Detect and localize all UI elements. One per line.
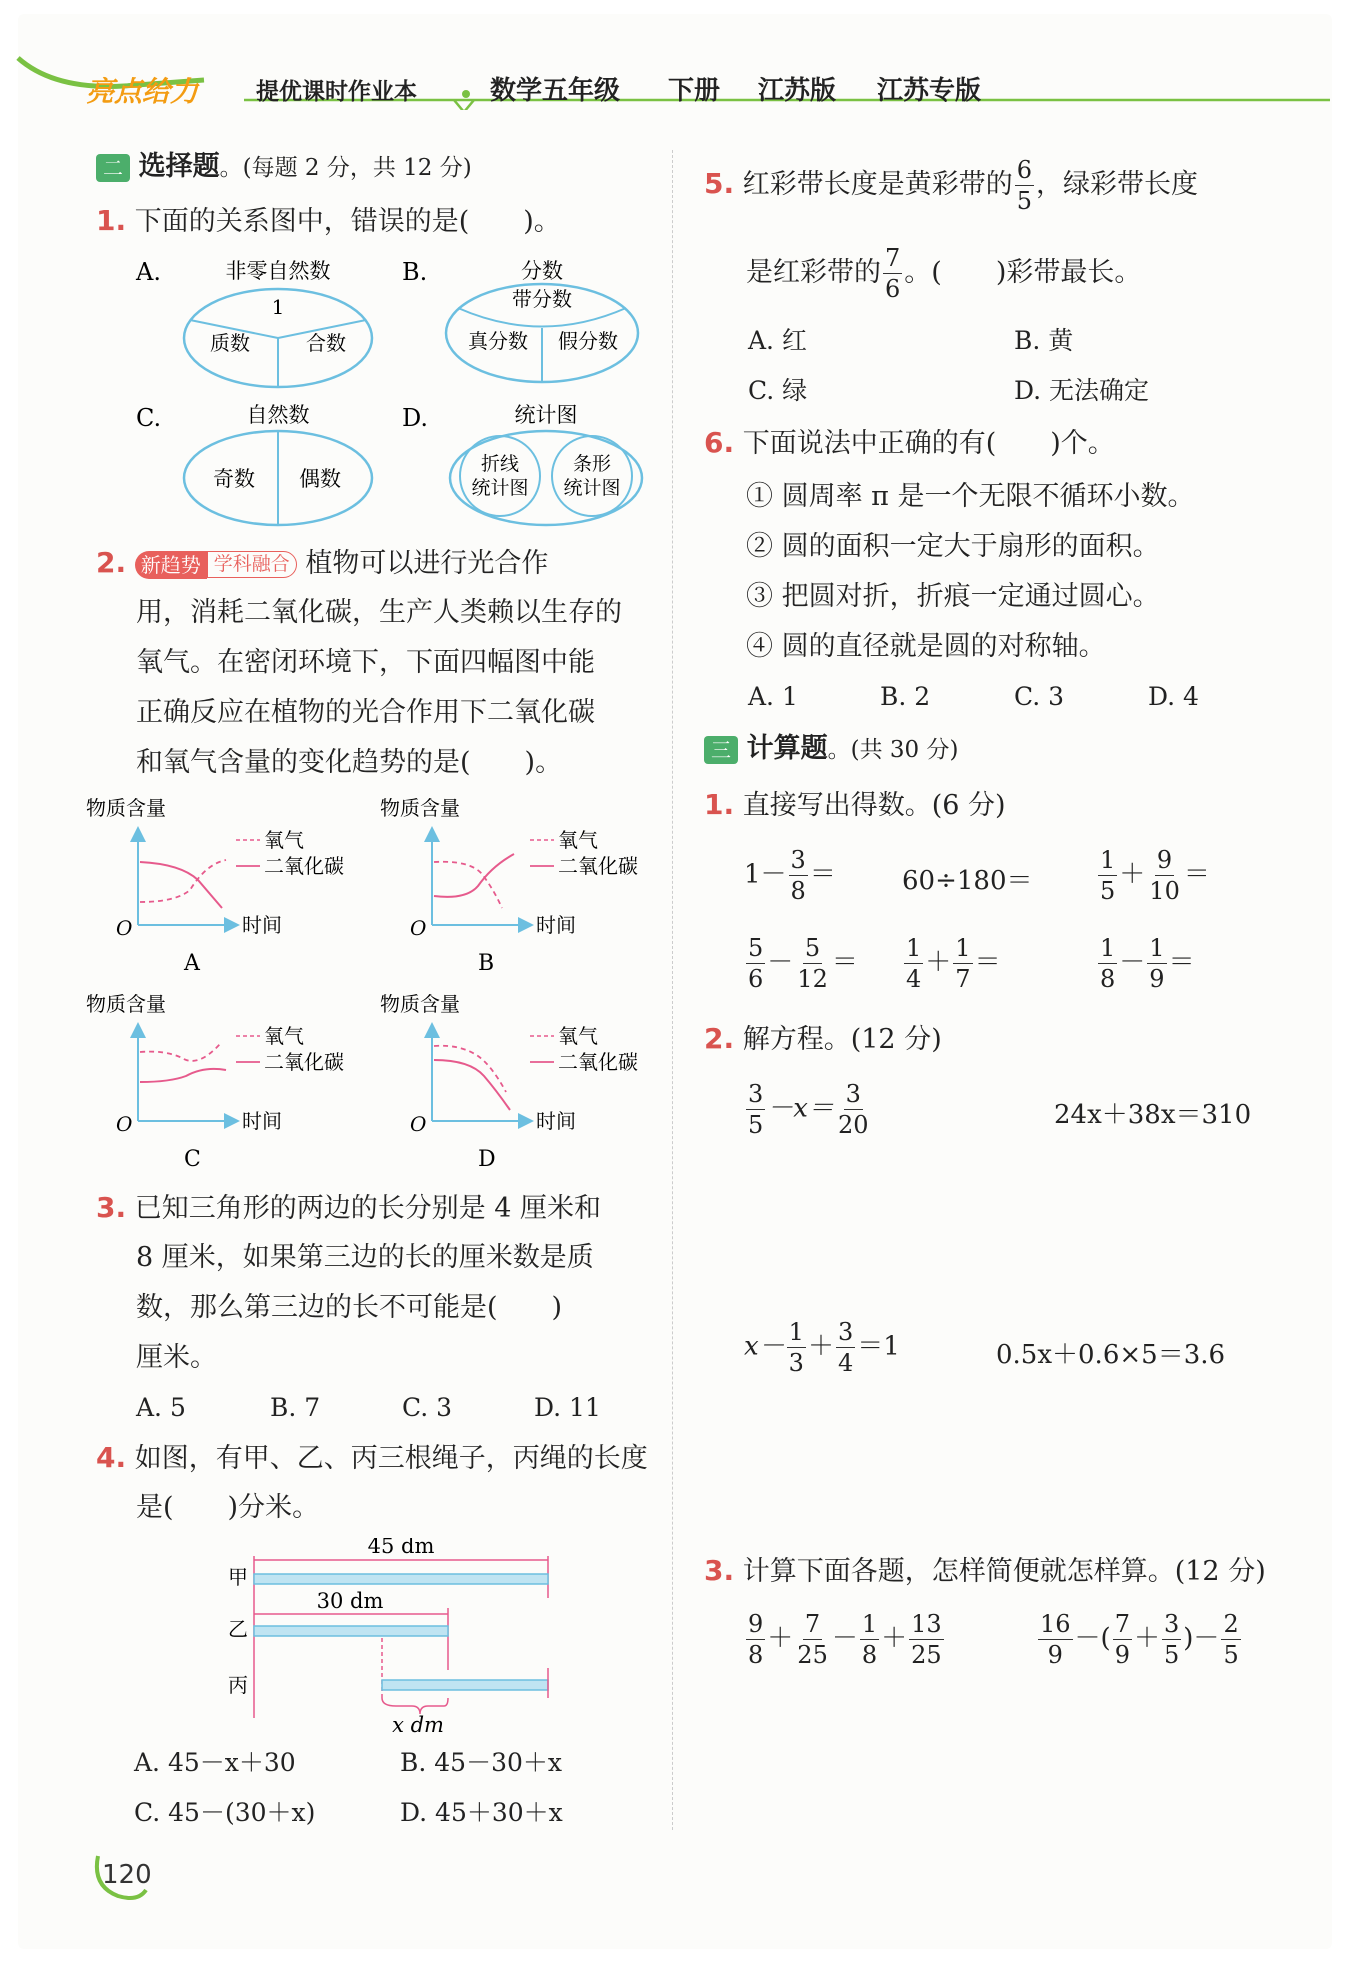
section-title: 计算题: [746, 733, 828, 764]
question-text: 已知三角形的两边的长分别是 4 厘米和: [134, 1193, 602, 1224]
y-axis-label: 物质含量: [86, 992, 166, 1016]
option-d[interactable]: D. 45＋30＋x: [400, 1798, 563, 1827]
origin-label: O: [116, 1112, 133, 1136]
question-text: 是红彩带的: [746, 257, 881, 288]
question-number: 6.: [704, 426, 735, 459]
origin-label: O: [410, 1112, 427, 1136]
option-letter: D.: [402, 404, 429, 432]
diagram-d: [402, 403, 642, 525]
question-text: 数，那么第三边的长不可能是( ): [136, 1292, 563, 1323]
graph-a: [86, 796, 344, 976]
question-3: [96, 1183, 601, 1234]
region-label: 统计图: [563, 477, 621, 499]
legend-oxygen: 氧气: [558, 828, 598, 852]
equation: x－ $\frac{1}{3}$ ＋ $\frac{3}{4}$ ＝1: [744, 1318, 900, 1377]
calc-2: [704, 1014, 942, 1065]
legend-co2: 二氧化碳: [264, 1050, 344, 1074]
section-calc-header: [704, 724, 958, 775]
option-a[interactable]: A. 红: [748, 326, 807, 355]
origin-label: O: [410, 916, 427, 940]
legend-co2: 二氧化碳: [558, 854, 638, 878]
section-title: 选择题: [138, 151, 220, 182]
legend-oxygen: 氧气: [264, 828, 304, 852]
x-axis-label: 时间: [242, 913, 282, 937]
expression: $\frac{1}{8}$ － $\frac{1}{9}$ ＝: [1100, 934, 1195, 993]
graph-c: [86, 992, 344, 1172]
question-number: 2.: [96, 546, 127, 579]
legend-co2: 二氧化碳: [558, 1050, 638, 1074]
brand-logo: 亮点给力: [86, 75, 199, 108]
question-text: ，绿彩带长度: [1036, 169, 1198, 200]
option-letter: B.: [402, 258, 428, 286]
question-text: 用，消耗二氧化碳，生产人类赖以生存的: [136, 597, 622, 628]
question-2: [96, 538, 548, 589]
region-label: 奇数: [213, 467, 255, 491]
question-number: 3.: [704, 1554, 735, 1587]
page-number: 120: [102, 1860, 152, 1890]
option-b[interactable]: B. 黄: [1014, 326, 1074, 355]
question-4: [96, 1433, 648, 1484]
equation: 24x＋38x＝310: [1054, 1100, 1252, 1130]
graph-label: A: [184, 951, 200, 976]
option-a[interactable]: A. 1: [748, 682, 798, 711]
header-subject: 数学五年级: [490, 76, 621, 106]
option-b[interactable]: B. 7: [270, 1393, 321, 1422]
question-text: 正确反应在植物的光合作用下二氧化碳: [136, 697, 595, 728]
option-letter: C.: [136, 404, 162, 432]
region-label: 质数: [210, 331, 250, 355]
expression: $\frac{16}{9}$ －( $\frac{7}{9}$ ＋ $\frac{3}{5}$ )－ $\frac{2}{5}$: [1040, 1610, 1239, 1669]
question-5-cont: [746, 246, 1141, 301]
region-label: 合数: [306, 331, 346, 355]
legend-co2: 二氧化碳: [264, 854, 344, 878]
legend-oxygen: 氧气: [558, 1024, 598, 1048]
question-text: 8 厘米，如果第三边的长的厘米数是质: [136, 1242, 594, 1273]
section-note: 。(共 30 分): [827, 737, 959, 763]
graph-label: D: [478, 1147, 496, 1172]
q2-graphs: [86, 790, 676, 1180]
rope-label: 丙: [228, 1673, 248, 1697]
graph-d: [380, 992, 638, 1172]
header-edition: 江苏版: [758, 76, 837, 106]
option-d[interactable]: D. 无法确定: [1014, 376, 1150, 405]
product-name: 提优课时作业本: [256, 79, 417, 105]
question-number: 1.: [96, 204, 127, 237]
option-letter: A.: [136, 258, 161, 286]
diagram-title: 非零自然数: [225, 259, 331, 283]
legend-oxygen: 氧气: [264, 1024, 304, 1048]
x-axis-label: 时间: [536, 1109, 576, 1133]
question-number: 2.: [704, 1022, 735, 1055]
length-label: 45 dm: [367, 1538, 435, 1558]
question-text: 下面的关系图中，错误的是( )。: [134, 206, 561, 237]
q1-diagrams: [130, 250, 650, 540]
question-text: 。( )彩带最长。: [904, 257, 1142, 288]
badge-interdisciplinary: 学科融合: [207, 551, 297, 578]
statement-item: ② 圆的面积一定大于扇形的面积。: [746, 531, 1160, 562]
badge-new-trend: 新趋势: [135, 551, 207, 579]
region-label: 统计图: [471, 477, 529, 499]
region-label: 条形: [572, 453, 612, 475]
option-a[interactable]: A. 5: [136, 1393, 186, 1422]
option-c[interactable]: C. 45－(30＋x): [134, 1798, 316, 1827]
diagram-title: 分数: [521, 259, 563, 283]
question-number: 5.: [704, 167, 735, 200]
region-label: 假分数: [558, 329, 618, 353]
question-text: 氧气。在密闭环境下，下面四幅图中能: [136, 647, 595, 678]
statement-item: ③ 把圆对折，折痕一定通过圆心。: [746, 581, 1160, 612]
question-text: 解方程。(12 分): [742, 1024, 942, 1055]
rope-label: 乙: [228, 1617, 248, 1641]
question-text: 是( )分米。: [136, 1492, 320, 1523]
diagram-b: [402, 258, 638, 382]
section-note: 。(每题 2 分，共 12 分): [219, 155, 472, 181]
graph-b: [380, 796, 638, 976]
graph-label: C: [184, 1147, 201, 1172]
question-text: 下面说法中正确的有( )个。: [742, 428, 1115, 459]
question-6: [704, 418, 1115, 469]
origin-label: O: [116, 916, 133, 940]
rope-label: 甲: [228, 1565, 248, 1589]
region-label: 偶数: [299, 467, 341, 491]
expression: $\frac{1}{5}$ ＋ $\frac{9}{10}$ ＝: [1100, 846, 1210, 905]
option-c[interactable]: C. 绿: [748, 376, 808, 405]
option-a[interactable]: A. 45－x＋30: [134, 1748, 296, 1777]
option-b[interactable]: B. 2: [880, 682, 931, 711]
diagram-c: [136, 403, 372, 525]
graph-label: B: [478, 951, 495, 976]
section-icon: 二: [96, 154, 130, 182]
diagram-title: 自然数: [246, 403, 310, 427]
question-5: [704, 158, 1198, 213]
rope-diagram: [218, 1538, 558, 1738]
expression: $\frac{1}{4}$ ＋ $\frac{1}{7}$ ＝: [906, 934, 1001, 993]
equation: $\frac{3}{5}$ －x＝ $\frac{3}{20}$: [748, 1080, 869, 1139]
calc-3: [704, 1546, 1266, 1597]
statement-item: ④ 圆的直径就是圆的对称轴。: [746, 631, 1106, 662]
option-c[interactable]: C. 3: [402, 1393, 453, 1422]
y-axis-label: 物质含量: [380, 796, 460, 820]
header-special: 江苏专版: [877, 76, 982, 106]
expression: 60÷180＝: [902, 866, 1033, 896]
question-text: 厘米。: [136, 1342, 217, 1373]
question-number: 3.: [96, 1191, 127, 1224]
fraction: $\frac{6}{5}$: [1016, 156, 1032, 215]
region-label: 折线: [480, 453, 520, 475]
expression: $\frac{9}{8}$ ＋ $\frac{7}{25}$ － $\frac{1}{8}$ ＋ $\frac{13}{25}$: [748, 1610, 942, 1669]
length-label: x dm: [392, 1713, 444, 1737]
header-volume: 下册: [668, 76, 721, 106]
statement-item: ① 圆周率 π 是一个无限不循环小数。: [746, 481, 1195, 512]
region-label: 真分数: [468, 329, 528, 353]
diagram-title: 统计图: [514, 403, 578, 427]
question-text: 植物可以进行光合作: [305, 548, 549, 579]
option-d[interactable]: D. 4: [1148, 682, 1199, 711]
question-text: 如图，有甲、乙、丙三根绳子，丙绳的长度: [134, 1443, 648, 1474]
calc-1: [704, 780, 1006, 831]
length-label: 30 dm: [316, 1589, 384, 1613]
question-1: [96, 196, 561, 247]
option-d[interactable]: D. 11: [534, 1393, 601, 1422]
question-number: 1.: [704, 788, 735, 821]
expression: 1－ $\frac{3}{8}$ ＝: [744, 846, 836, 905]
equation: 0.5x＋0.6×5＝3.6: [996, 1340, 1226, 1370]
region-label: 带分数: [512, 287, 572, 311]
section-icon: 三: [704, 736, 738, 764]
x-axis-label: 时间: [242, 1109, 282, 1133]
section-choice-header: [96, 142, 472, 193]
question-text: 和氧气含量的变化趋势的是( )。: [136, 747, 563, 778]
question-number: 4.: [96, 1441, 127, 1474]
y-axis-label: 物质含量: [380, 992, 460, 1016]
diagram-a: [135, 258, 372, 387]
x-axis-label: 时间: [536, 913, 576, 937]
fraction: $\frac{7}{6}$: [885, 244, 901, 303]
expression: $\frac{5}{6}$ － $\frac{5}{12}$ ＝: [748, 934, 858, 993]
region-label: 1: [271, 295, 285, 319]
question-text: 直接写出得数。(6 分): [742, 790, 1006, 821]
question-text: 计算下面各题，怎样简便就怎样算。(12 分): [742, 1556, 1266, 1587]
y-axis-label: 物质含量: [86, 796, 166, 820]
option-b[interactable]: B. 45－30＋x: [400, 1748, 562, 1777]
question-text: 红彩带长度是黄彩带的: [742, 169, 1013, 200]
option-c[interactable]: C. 3: [1014, 682, 1065, 711]
